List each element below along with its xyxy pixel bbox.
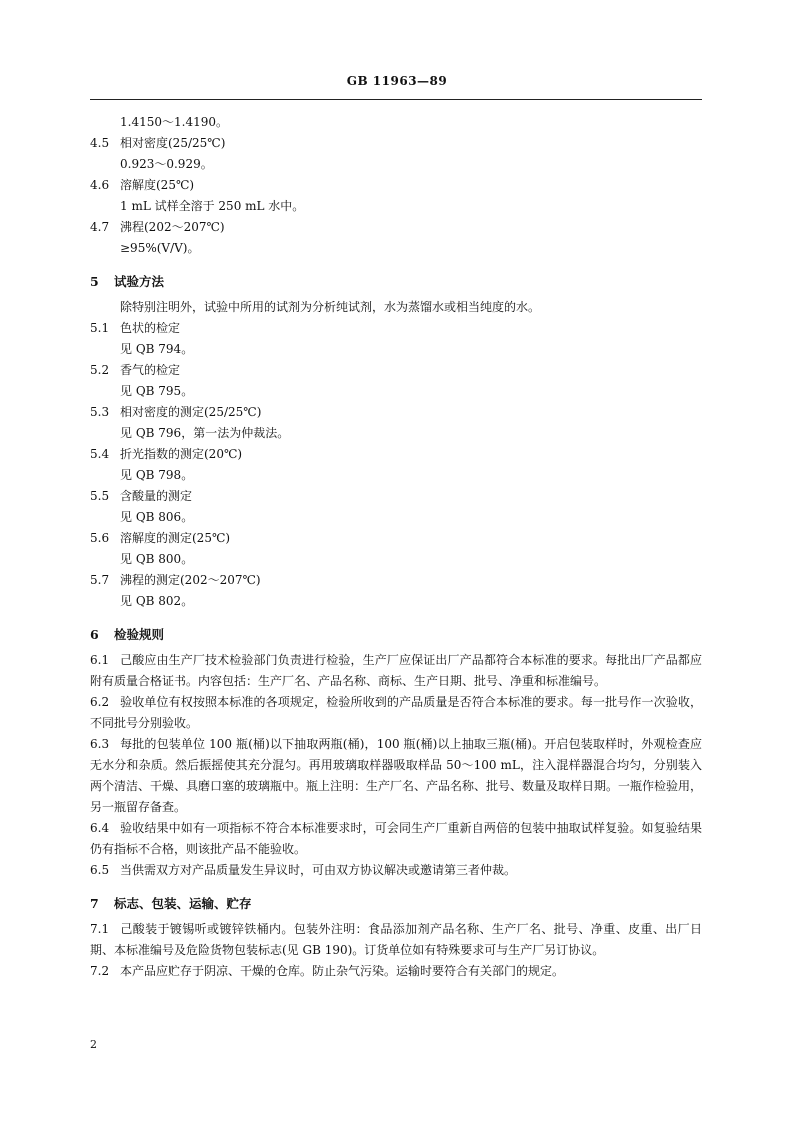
clause-reference: 见 QB 796，第一法为仲裁法。	[120, 426, 290, 440]
section-title: 检验规则	[114, 627, 165, 642]
clause-5-4	[90, 444, 702, 465]
clause-title: 沸程(202～207℃)	[120, 220, 225, 234]
clause-title: 沸程的测定(202～207℃)	[120, 573, 261, 587]
section-number: 5	[90, 274, 99, 289]
section-5-intro: 除特别注明外，试验中所用的试剂为分析纯试剂，水为蒸馏水或相当纯度的水。	[120, 300, 541, 314]
clause-number: 7.2	[90, 964, 110, 978]
document-body	[90, 112, 702, 982]
value-line: 1.4150～1.4190。	[120, 115, 228, 129]
page-number: 2	[90, 1038, 97, 1051]
clause-text: 验收单位有权按照本标准的各项规定，检验所收到的产品质量是否符合本标准的要求。每一批号作一次验收，不同批号分别验收。	[90, 695, 702, 730]
clause-title: 色状的检定	[120, 321, 181, 335]
clause-text: 己酸应由生产厂技术检验部门负责进行检验，生产厂应保证出厂产品都符合本标准的要求。每批出厂产品都应附有质量合格证书。内容包括：生产厂名、产品名称、商标、生产日期、批号、净重和标准编号。	[90, 653, 702, 688]
clause-number: 5.1	[90, 321, 110, 335]
clause-number: 5.6	[90, 531, 110, 545]
section-6-heading	[90, 624, 702, 646]
clause-5-2	[90, 360, 702, 381]
section-title: 试验方法	[114, 274, 165, 289]
clause-5-7	[90, 570, 702, 591]
clause-number: 5.7	[90, 573, 110, 587]
section-title: 标志、包装、运输、贮存	[114, 896, 252, 911]
clause-title: 香气的检定	[120, 363, 181, 377]
clause-text: 验收结果中如有一项指标不符合本标准要求时，可会同生产厂重新自两倍的包装中抽取试样复验。如复验结果仍有指标不合格，则该批产品不能验收。	[90, 821, 702, 856]
clause-title: 相对密度的测定(25/25℃)	[120, 405, 262, 419]
value-line: ≥95%(V/V)。	[120, 241, 200, 255]
header-rule	[90, 99, 702, 100]
clause-6-2	[90, 692, 702, 734]
clause-5-6	[90, 528, 702, 549]
value-line: 1 mL 试样全溶于 250 mL 水中。	[120, 199, 305, 213]
clause-number: 6.4	[90, 821, 110, 835]
clause-title: 含酸量的测定	[120, 489, 193, 503]
clause-5-1	[90, 318, 702, 339]
section-number: 6	[90, 627, 99, 642]
clause-4-6	[90, 175, 702, 196]
section-5-heading	[90, 271, 702, 293]
clause-number: 7.1	[90, 922, 110, 936]
clause-7-1	[90, 919, 702, 961]
clause-number: 5.4	[90, 447, 110, 461]
clause-title: 溶解度(25℃)	[120, 178, 195, 192]
clause-5-5	[90, 486, 702, 507]
clause-number: 4.6	[90, 178, 110, 192]
clause-6-1	[90, 650, 702, 692]
clause-number: 6.3	[90, 737, 110, 751]
clause-reference: 见 QB 802。	[120, 594, 194, 608]
clause-reference: 见 QB 795。	[120, 384, 194, 398]
clause-6-3	[90, 734, 702, 818]
clause-reference: 见 QB 798。	[120, 468, 194, 482]
clause-reference: 见 QB 806。	[120, 510, 194, 524]
clause-5-3	[90, 402, 702, 423]
clause-4-5	[90, 133, 702, 154]
clause-number: 5.5	[90, 489, 110, 503]
clause-number: 6.2	[90, 695, 110, 709]
clause-text: 当供需双方对产品质量发生异议时，可由双方协议解决或邀请第三者仲裁。	[120, 863, 517, 877]
clause-title: 折光指数的测定(20℃)	[120, 447, 243, 461]
clause-number: 4.7	[90, 220, 110, 234]
clause-reference: 见 QB 794。	[120, 342, 194, 356]
clause-7-2	[90, 961, 702, 982]
clause-number: 4.5	[90, 136, 110, 150]
clause-number: 6.1	[90, 653, 110, 667]
running-header: GB 11963—89	[346, 74, 448, 88]
clause-title: 溶解度的测定(25℃)	[120, 531, 231, 545]
section-number: 7	[90, 896, 99, 911]
clause-text: 己酸装于镀锡听或镀锌铁桶内。包装外注明：食品添加剂产品名称、生产厂名、批号、净重、皮重、出厂日期、本标准编号及危险货物包装标志(见 GB 190)。订货单位如有特殊要求可与生产厂另订协议。	[90, 922, 702, 957]
clause-text: 本产品应贮存于阴凉、干燥的仓库。防止杂气污染。运输时要符合有关部门的规定。	[120, 964, 565, 978]
value-line: 0.923～0.929。	[120, 157, 213, 171]
clause-number: 5.3	[90, 405, 110, 419]
clause-4-7	[90, 217, 702, 238]
clause-reference: 见 QB 800。	[120, 552, 194, 566]
section-7-heading	[90, 893, 702, 915]
clause-6-5	[90, 860, 702, 881]
clause-number: 6.5	[90, 863, 110, 877]
clause-6-4	[90, 818, 702, 860]
clause-number: 5.2	[90, 363, 110, 377]
clause-text: 每批的包装单位 100 瓶(桶)以下抽取两瓶(桶)，100 瓶(桶)以上抽取三瓶(桶)。开启包装取样时，外观检查应无水分和杂质。然后振摇使其充分混匀。再用玻璃取样器吸取样品 50～100 mL，注入混样器混合均匀，分别装入两个清洁、干燥、具磨口塞的玻璃瓶中。瓶上注明：生产厂名、产品名称、批号、数量及取样日期。一瓶作检验用，另一瓶留存备查。	[90, 737, 703, 814]
clause-title: 相对密度(25/25℃)	[120, 136, 226, 150]
